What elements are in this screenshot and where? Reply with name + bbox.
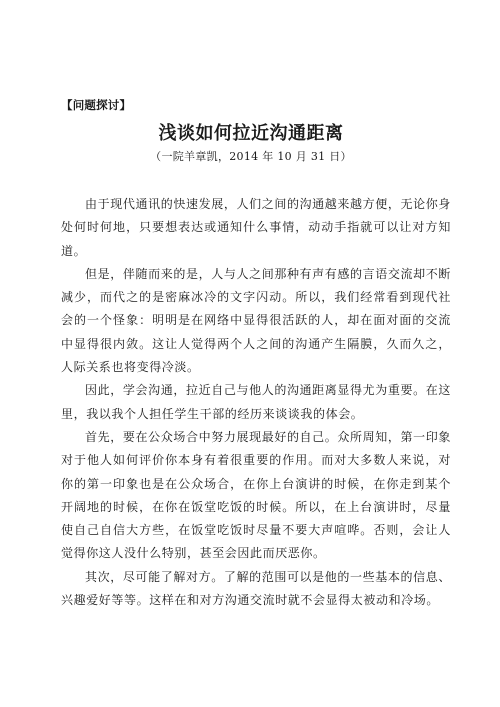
section-tag: 【问题探讨】 [61,98,132,112]
article-body [61,193,451,612]
article-byline: （一院羊章凯，2014 年 10 月 31 日） [150,150,352,163]
paragraph-5: 其次，尽可能了解对方。了解的范围可以是他的一些基本的信息、兴趣爱好等等。这样在和对方沟通交流时就不会显得太被动和冷场。 [61,569,451,608]
paragraph-4: 首先，要在公众场合中努力展现最好的自己。众所周知，第一印象对于他人如何评价你本身有着很重要的作用。而对大多数人来说，对你的第一印象也是在公众场合，在你上台演讲的时候，在你走到某个开阔地的时候，在你在饭堂吃饭的时候。所以，在上台演讲时，尽量使自己自信大方些，在饭堂吃饭时尽量不要大声喧哗。否则，会让人觉得你这人没什么特别，甚至会因此而厌恶你。 [61,429,451,561]
paragraph-1: 由于现代通讯的快速发展，人们之间的沟通越来越方便，无论你身处何时何地，只要想表达或通知什么事情，动动手指就可以让对方知道。 [61,197,451,258]
article-title: 浅谈如何拉近沟通距离 [158,123,344,144]
paragraph-2: 但是，伴随而来的是，人与人之间那种有声有感的言语交流却不断减少，而代之的是密麻冰冷的文字闪动。所以，我们经常看到现代社会的一个怪象：明明是在网络中显得很活跃的人，却在面对面的交流中显得很内敛。这让人觉得两个人之间的沟通产生隔膜，久而久之，人际关系也将变得冷淡。 [61,266,451,375]
paragraph-3: 因此，学会沟通，拉近自己与他人的沟通距离显得尤为重要。在这里，我以我个人担任学生干部的经历来谈谈我的体会。 [61,383,451,421]
